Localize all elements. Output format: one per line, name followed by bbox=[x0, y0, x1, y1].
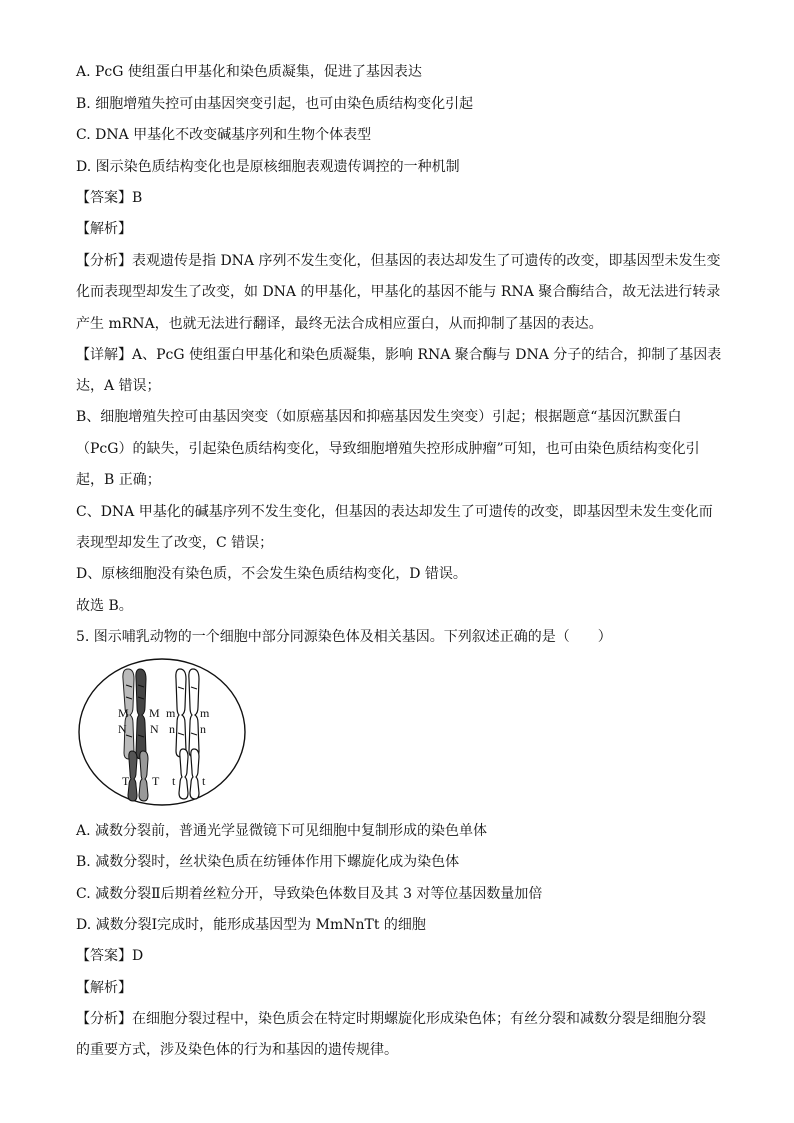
q4-option-b: B. 细胞增殖失控可由基因突变引起，也可由染色质结构变化引起 bbox=[76, 96, 474, 112]
q4-xiangjie-line-7: 表现型却发生了改变，C 错误； bbox=[76, 535, 274, 551]
gene-label-N-right: N bbox=[150, 722, 159, 736]
q4-xiangjie-line-6: C、DNA 甲基化的碱基序列不发生变化，但基因的表达却发生了可遗传的改变，即基因型未发生变化而 bbox=[76, 504, 713, 520]
gene-label-T-right: T bbox=[152, 774, 160, 788]
q4-option-d: D. 图示染色质结构变化也是原核细胞表观遗传调控的一种机制 bbox=[76, 159, 460, 175]
q4-fenxi-line-2: 化而表现型却发生了改变，如 DNA 的甲基化，甲基化的基因不能与 RNA 聚合酶结合，故无法进行转录 bbox=[76, 284, 721, 300]
cell-membrane bbox=[79, 659, 245, 805]
cell-chromosome-figure bbox=[76, 655, 248, 809]
gene-label-m-left: m bbox=[166, 706, 176, 720]
q5-fenxi-line-2: 的重要方式，涉及染色体的行为和基因的遗传规律。 bbox=[76, 1042, 398, 1058]
q4-xiangjie-line-4: （PcG）的缺失，引起染色质结构变化，导致细胞增殖失控形成肿瘤”可知，也可由染色质结构变化引 bbox=[76, 441, 700, 457]
gene-label-t-right: t bbox=[202, 774, 206, 788]
q5-option-c: C. 减数分裂Ⅱ后期着丝粒分开，导致染色体数目及其 3 对等位基因数量加倍 bbox=[76, 886, 543, 902]
gene-label-n-left: n bbox=[169, 722, 175, 736]
q5-answer: 【答案】D bbox=[76, 948, 144, 964]
q4-xiangjie-line-2: 达，A 错误； bbox=[76, 378, 161, 394]
q4-answer: 【答案】B bbox=[76, 190, 143, 206]
chromosome-t-right bbox=[179, 749, 199, 799]
q5-option-b: B. 减数分裂时，丝状染色质在纺锤体作用下螺旋化成为染色体 bbox=[76, 854, 460, 870]
gene-label-M-left: M bbox=[118, 706, 129, 720]
gene-label-t-left: t bbox=[172, 774, 176, 788]
chromosome-mn-right bbox=[176, 669, 199, 757]
gene-label-m-right: m bbox=[200, 706, 210, 720]
q4-xiangjie-line-8: D、原核细胞没有染色质，不会发生染色质结构变化，D 错误。 bbox=[76, 566, 467, 582]
gene-label-n-right: n bbox=[200, 722, 206, 736]
q5-option-d: D. 减数分裂Ⅰ完成时，能形成基因型为 MmNnTt 的细胞 bbox=[76, 917, 426, 933]
q4-analysis-title: 【解析】 bbox=[76, 221, 132, 237]
gene-label-M-right: M bbox=[149, 706, 160, 720]
q4-xiangjie-line-3: B、细胞增殖失控可由基因突变（如原癌基因和抑癌基因发生突变）引起；根据题意“基因沉默蛋白 bbox=[76, 409, 682, 425]
q5-analysis-title: 【解析】 bbox=[76, 980, 132, 996]
q4-xiangjie-line-1: 【详解】A、PcG 使组蛋白甲基化和染色质凝集，影响 RNA 聚合酶与 DNA 分子的结合，抑制了基因表 bbox=[76, 347, 722, 363]
q4-xiangjie-line-9: 故选 B。 bbox=[76, 598, 133, 614]
q4-option-c: C. DNA 甲基化不改变碱基序列和生物个体表型 bbox=[76, 127, 372, 143]
q4-xiangjie-line-5: 起，B 正确； bbox=[76, 472, 161, 488]
q5-option-a: A. 减数分裂前，普通光学显微镜下可见细胞中复制形成的染色单体 bbox=[76, 823, 488, 839]
q4-fenxi-line-1: 【分析】表观遗传是指 DNA 序列不发生变化，但基因的表达却发生了可遗传的改变，即基因型未发生变 bbox=[76, 253, 721, 269]
gene-label-T-left: T bbox=[122, 774, 130, 788]
q4-fenxi-line-3: 产生 mRNA，也就无法进行翻译，最终无法合成相应蛋白，从而抑制了基因的表达。 bbox=[76, 316, 603, 332]
gene-label-N-left: N bbox=[118, 722, 127, 736]
q5-stem: 5. 图示哺乳动物的一个细胞中部分同源染色体及相关基因。下列叙述正确的是（ ） bbox=[76, 629, 612, 645]
q4-option-a: A. PcG 使组蛋白甲基化和染色质凝集，促进了基因表达 bbox=[76, 64, 422, 80]
q5-fenxi-line-1: 【分析】在细胞分裂过程中，染色质会在特定时期螺旋化形成染色体；有丝分裂和减数分裂是细胞分裂 bbox=[76, 1011, 706, 1027]
